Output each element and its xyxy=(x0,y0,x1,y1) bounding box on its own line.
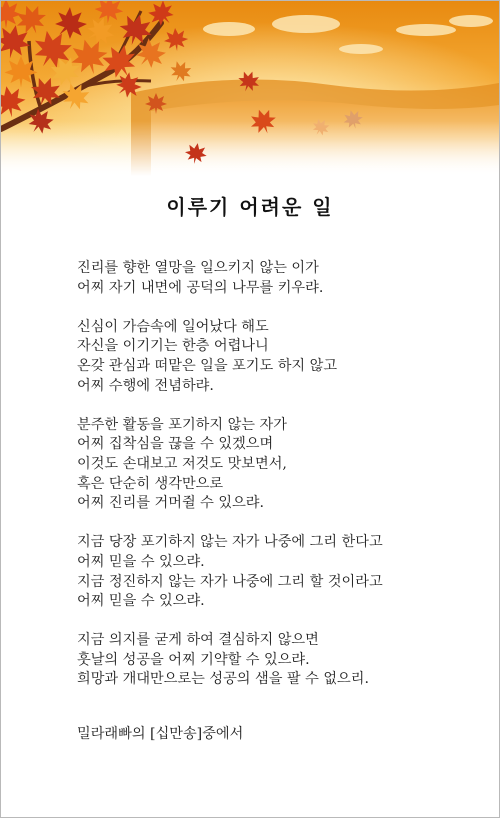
poem-line: 지금 정진하지 않는 자가 나중에 그리 할 것이라고 xyxy=(77,573,383,590)
poem-body xyxy=(77,259,497,710)
poem-stanza xyxy=(77,259,497,298)
poem-stanza xyxy=(77,533,497,611)
poem-line: 진리를 향한 열망을 일으키지 않는 이가 xyxy=(77,260,319,276)
poem-line: 지금 당장 포기하지 않는 자가 나중에 그리 한다고 xyxy=(77,534,383,551)
poem-line: 분주한 활동을 포기하지 않는 자가 xyxy=(77,416,287,433)
poem-line: 희망과 개대만으로는 성공의 샘을 팔 수 없으리. xyxy=(77,671,369,688)
poem-line: 어찌 수행에 전념하랴. xyxy=(77,377,214,394)
poem-stanza xyxy=(77,631,497,690)
poem-line: 지금 의지를 굳게 하여 결심하지 않으면 xyxy=(77,632,319,649)
poem-line: 신심이 가슴속에 일어났다 해도 xyxy=(77,318,269,335)
poem-line: 혹은 단순히 생각만으로 xyxy=(77,475,224,492)
poem-source-credit: 밀라래빠의 [십만송]중에서 xyxy=(77,726,244,742)
poem-line: 어찌 믿을 수 있으랴. xyxy=(77,553,205,570)
poem-stanza xyxy=(77,416,497,514)
poem-line: 어찌 집착심을 끊을 수 있겠으며 xyxy=(77,436,274,453)
poem-line: 어찌 자기 내면에 공덕의 나무를 키우랴. xyxy=(77,279,324,296)
poem-line: 온갖 관심과 떠맡은 일을 포기도 하지 않고 xyxy=(77,357,338,374)
poem-stanza xyxy=(77,318,497,396)
poem-line: 어찌 진리를 거머쥘 수 있으랴. xyxy=(77,495,265,512)
poem-title: 이루기 어려운 일 xyxy=(166,195,334,219)
poem-line: 훗날의 성공을 어찌 기약할 수 있으랴. xyxy=(77,651,310,668)
autumn-banner-illustration xyxy=(1,1,499,176)
poem-line: 이것도 손대보고 저것도 맛보면서, xyxy=(77,455,287,472)
poem-line: 어찌 믿을 수 있으랴. xyxy=(77,593,205,610)
poem-line: 자신을 이기기는 한층 어렵나니 xyxy=(77,338,269,355)
